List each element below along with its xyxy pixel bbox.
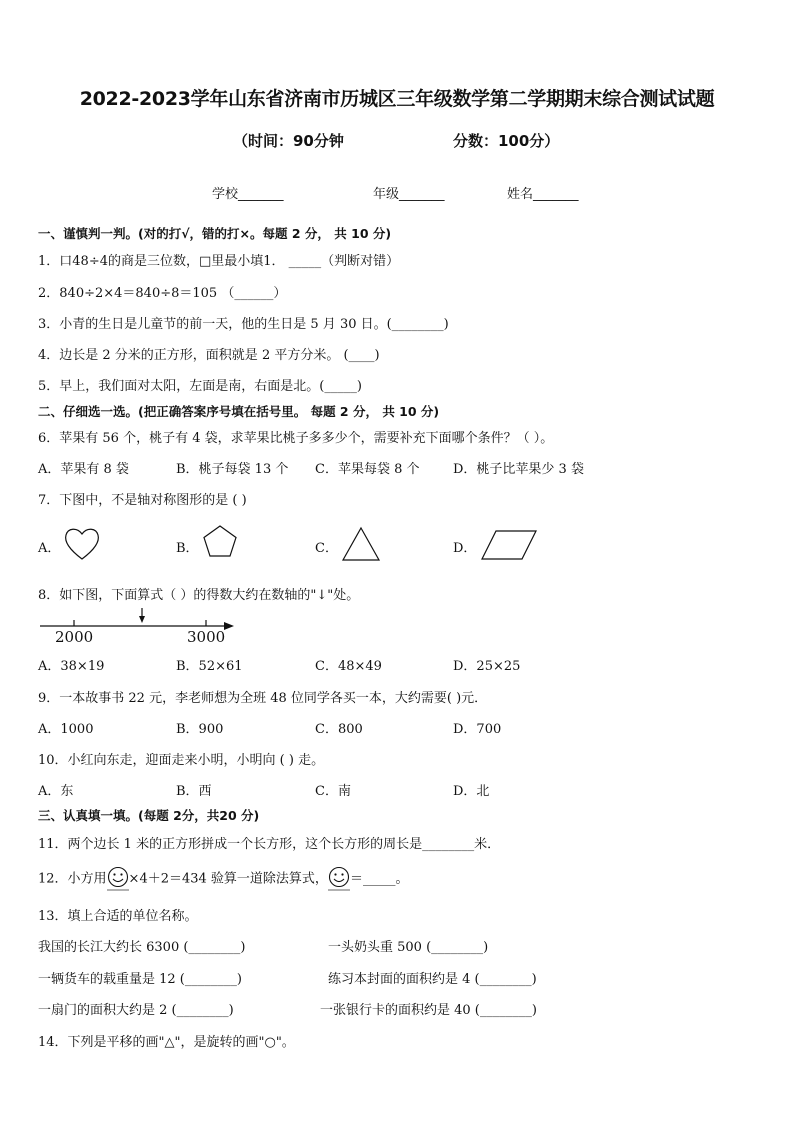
- exam-time: （时间：90分钟: [233, 132, 344, 150]
- question-9: 9．一本故事书 22 元，李老师想为全班 48 位同学各买一本，大约需要( )元．: [38, 691, 488, 706]
- q13-item-2: 一头奶头重 500 (________): [328, 940, 489, 955]
- q8-option-a: A．38×19: [38, 659, 105, 674]
- q8-option-d: D．25×25: [453, 659, 521, 674]
- heart-shape-icon: [64, 526, 100, 562]
- q12-text-c: ＝_____。: [349, 871, 409, 887]
- q9-option-b: B．900: [176, 722, 224, 737]
- axis-label-2000: 2000: [55, 628, 94, 646]
- triangle-shape-icon: [341, 526, 381, 562]
- q13-item-1: 我国的长江大约长 6300 (________): [38, 940, 246, 955]
- q6-option-c: C．苹果每袋 8 个: [315, 462, 420, 477]
- section-3-heading: 三、认真填一填。(每题 2分，共20 分): [38, 808, 260, 823]
- question-1: 1．口48÷4的商是三位数，□里最小填1． _____（判断对错）: [38, 254, 400, 269]
- q8-option-c: C．48×49: [315, 659, 382, 674]
- q7-option-d: D．: [453, 541, 477, 556]
- q7-option-b: B．: [176, 541, 199, 556]
- q12-text-a: 12．小方用: [38, 871, 107, 887]
- parallelogram-shape-icon: [480, 529, 538, 561]
- page-title: 2022-2023学年山东省济南市历城区三年级数学第二学期期末综合测试试题: [79, 88, 715, 110]
- question-14: 14．下列是平移的画"△"，是旋转的画"○"。: [38, 1035, 295, 1050]
- smiley-face-icon: [107, 866, 129, 892]
- question-13: 13．填上合适的单位名称。: [38, 909, 198, 924]
- axis-label-3000: 3000: [187, 628, 226, 646]
- q13-item-5: 一扇门的面积大约是 2 (________): [38, 1003, 234, 1018]
- q10-option-d: D．北: [453, 784, 490, 799]
- section-2-heading: 二、仔细选一选。(把正确答案序号填在括号里。 每题 2 分， 共 10 分): [38, 404, 440, 419]
- question-4: 4．边长是 2 分米的正方形，面积就是 2 平方分米。 (____): [38, 348, 380, 363]
- q7-option-c: C．: [315, 541, 338, 556]
- question-12: [38, 866, 408, 892]
- question-3: 3．小青的生日是儿童节的前一天，他的生日是 5 月 30 日。(________): [38, 317, 449, 332]
- question-7: 7．下图中，不是轴对称图形的是 ( ): [38, 493, 247, 508]
- q13-item-4: 练习本封面的面积约是 4 (________): [328, 972, 537, 987]
- q7-option-a: A．: [38, 541, 61, 556]
- question-6: 6．苹果有 56 个，桃子有 4 袋，求苹果比桃子多多少个，需要补充下面哪个条件？（ ）。: [38, 431, 554, 446]
- q6-option-d: D．桃子比苹果少 3 袋: [453, 462, 584, 477]
- section-1-heading: 一、谨慎判一判。(对的打√，错的打×。每题 2 分， 共 10 分): [38, 226, 392, 241]
- q9-option-a: A．1000: [38, 722, 94, 737]
- q10-option-b: B．西: [176, 784, 212, 799]
- question-11: 11．两个边长 1 米的正方形拼成一个长方形，这个长方形的周长是________米．: [38, 837, 501, 852]
- question-8: 8．如下图，下面算式（ ）的得数大约在数轴的"↓"处。: [38, 588, 360, 603]
- q9-option-d: D．700: [453, 722, 502, 737]
- smiley-face-icon: [328, 866, 350, 892]
- q9-option-c: C．800: [315, 722, 363, 737]
- q13-item-6: 一张银行卡的面积约是 40 (________): [320, 1003, 537, 1018]
- q6-option-a: A．苹果有 8 袋: [38, 462, 129, 477]
- q10-option-a: A．东: [38, 784, 74, 799]
- question-10: 10．小红向东走，迎面走来小明，小明向 ( ) 走。: [38, 753, 325, 768]
- question-5: 5．早上，我们面对太阳，左面是南，右面是北。(_____): [38, 379, 362, 394]
- q13-item-3: 一辆货车的载重量是 12 (________): [38, 972, 242, 987]
- q10-option-c: C．南: [315, 784, 351, 799]
- q12-text-b: ×4＋2＝434 验算一道除法算式，: [128, 871, 328, 887]
- exam-score: 分数：100分）: [453, 132, 560, 150]
- pentagon-shape-icon: [202, 524, 238, 560]
- school-field: 学校_______: [212, 187, 284, 202]
- grade-field: 年级_______: [373, 187, 445, 202]
- q8-option-b: B．52×61: [176, 659, 243, 674]
- q6-option-b: B．桃子每袋 13 个: [176, 462, 289, 477]
- question-2: 2．840÷2×4＝840÷8＝105 （______）: [38, 286, 287, 301]
- name-field: 姓名_______: [507, 187, 579, 202]
